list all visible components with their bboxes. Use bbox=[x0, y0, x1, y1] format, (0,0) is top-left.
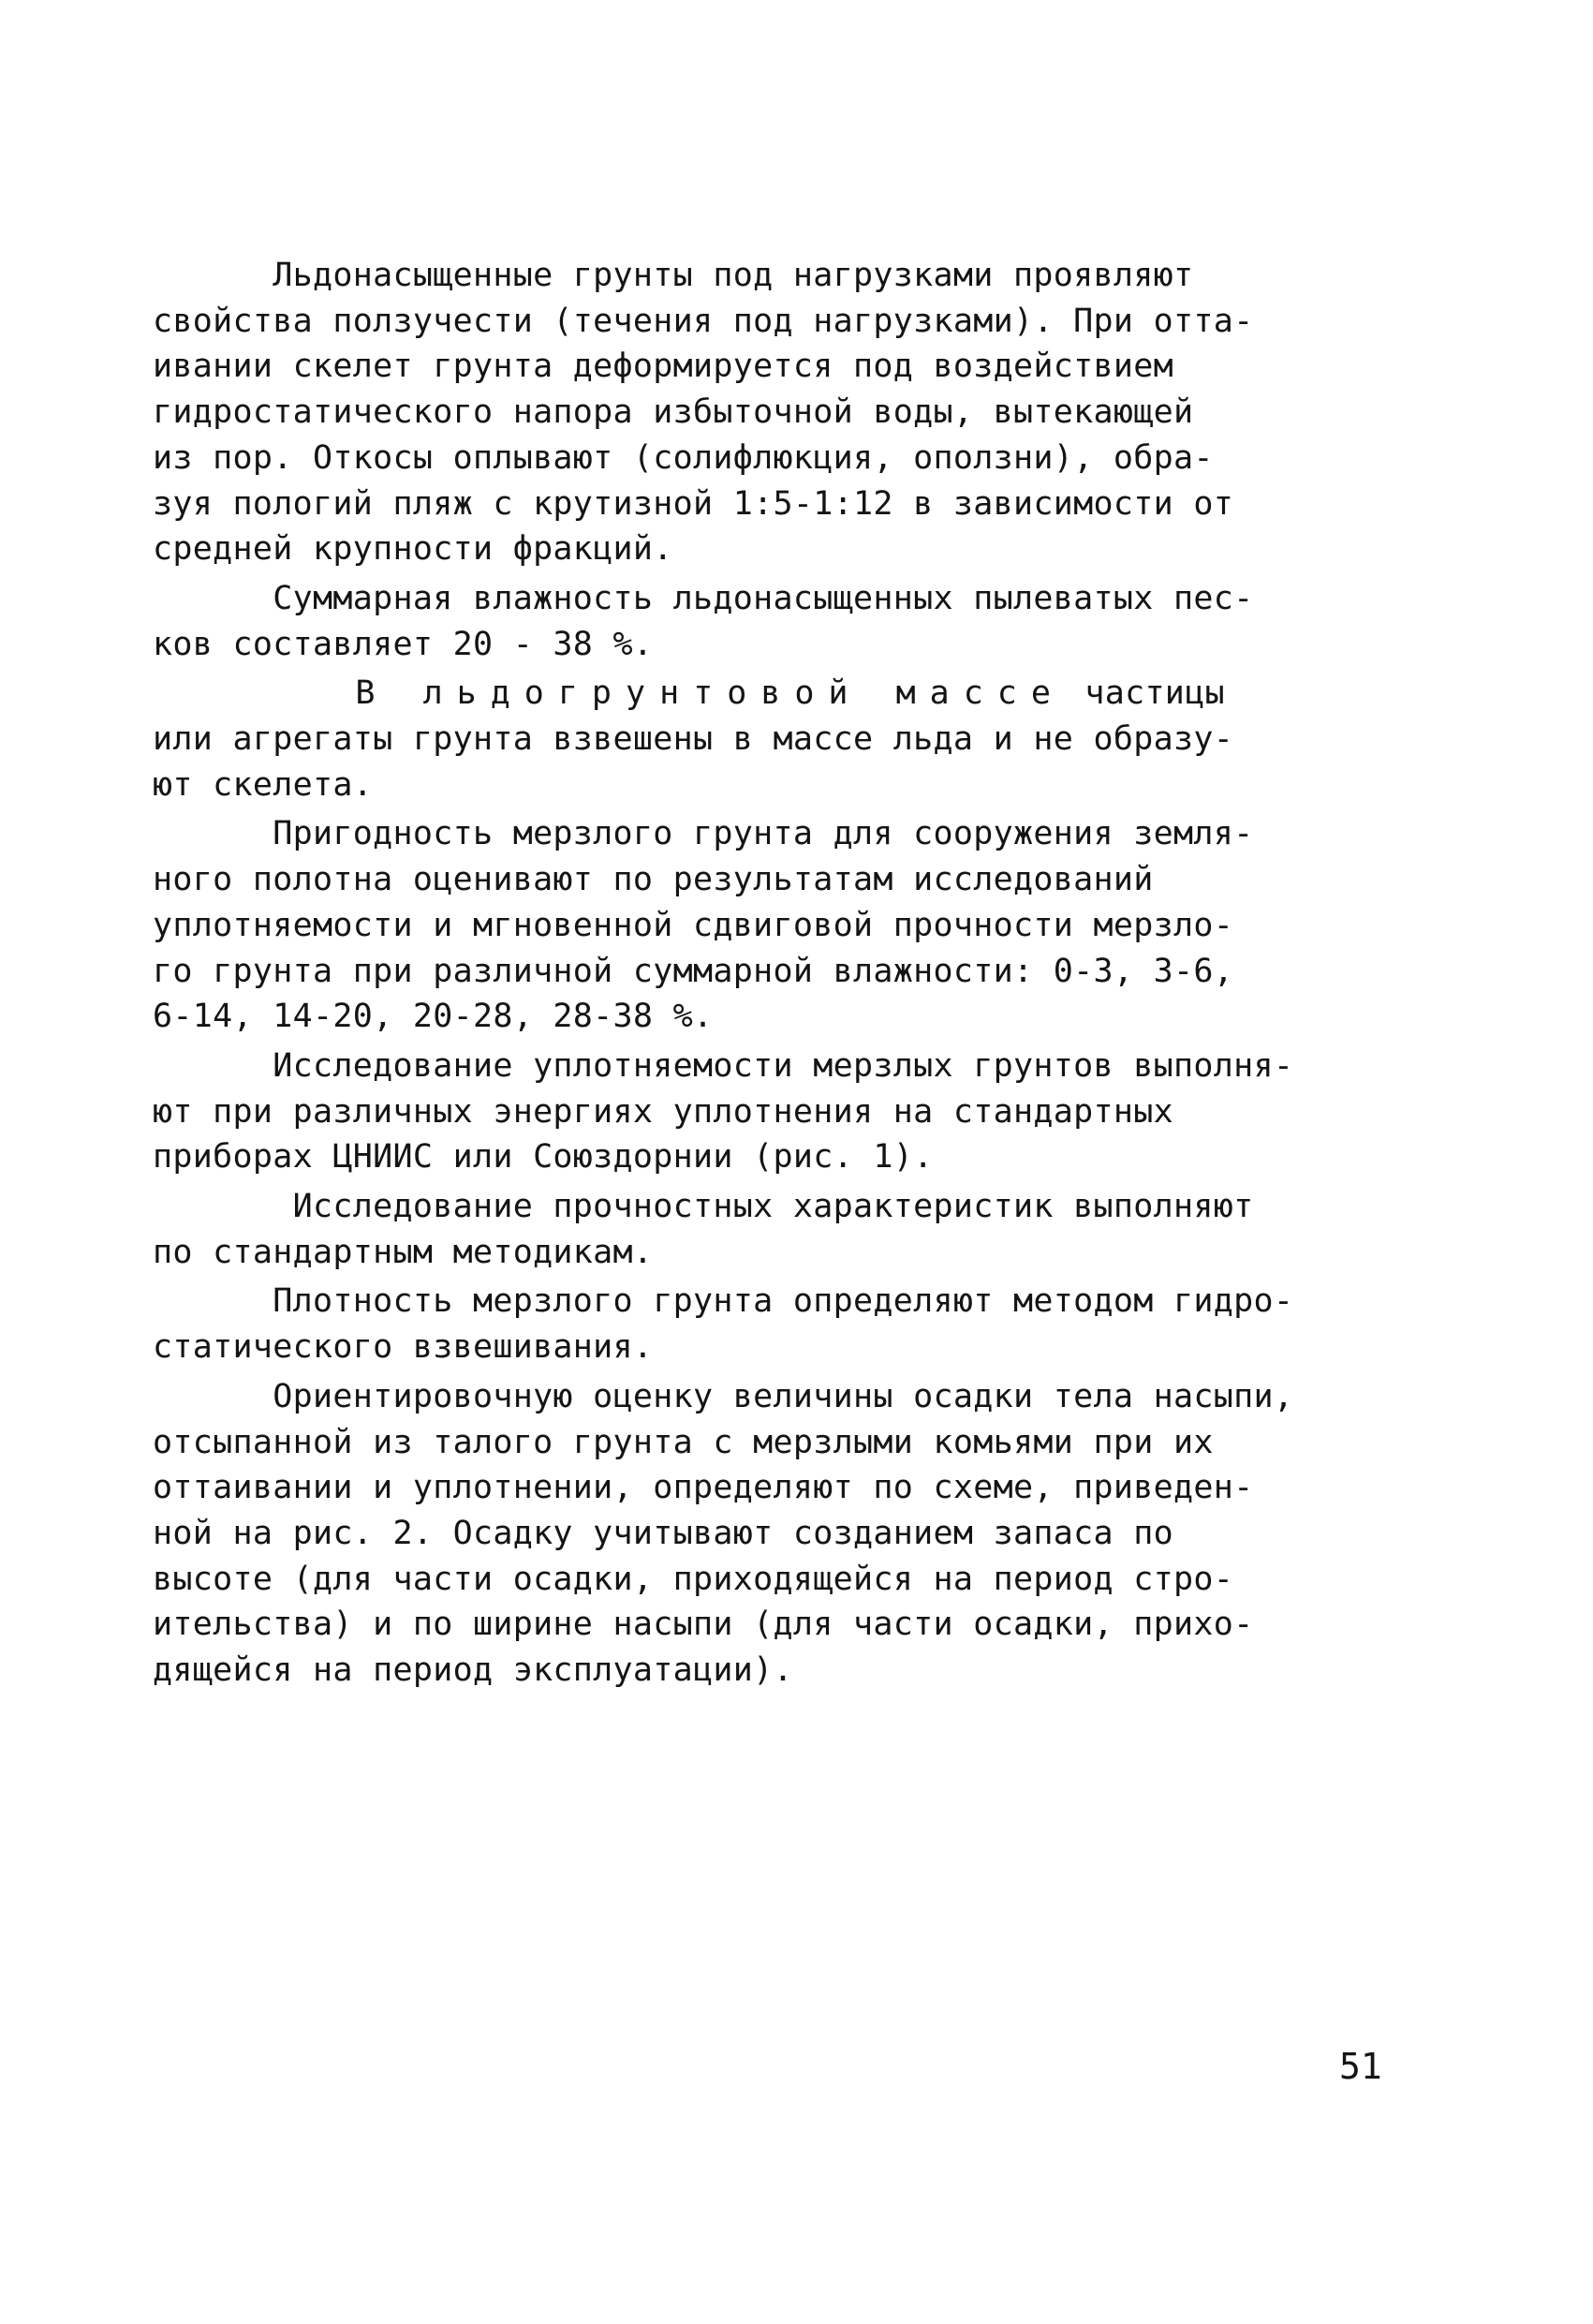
text-line: Суммарная влажность льдонасыщенных пылеватых пес- bbox=[153, 579, 1254, 617]
text-line: свойства ползучести (течения под нагрузками). При отта- bbox=[153, 302, 1254, 340]
text-line: ют при различных энергиях уплотнения на стандартных bbox=[153, 1092, 1173, 1131]
text-line: из пор. Откосы оплывают (солифлюкция, оползни), обра- bbox=[153, 438, 1214, 477]
text-line: приборах ЦНИИС или Союздорнии (рис. 1). bbox=[153, 1138, 934, 1177]
paragraph-strength-study bbox=[153, 1184, 1426, 1275]
text-fragment: частицы bbox=[1064, 674, 1225, 713]
text-line: гидростатического напора избыточной воды, вытекающей bbox=[153, 393, 1194, 432]
text-line: Плотность мерзлого грунта определяют методом гидро- bbox=[153, 1282, 1294, 1321]
page-number: 51 bbox=[1339, 2046, 1382, 2087]
text-line: Исследование уплотняемости мерзлых грунтов выполня- bbox=[153, 1046, 1294, 1085]
text-line: Исследование прочностных характеристик выполняют bbox=[153, 1188, 1254, 1226]
paragraph-ice-saturated-soils bbox=[153, 253, 1426, 572]
text-line: оттаивании и уплотнении, определяют по схеме, приведен- bbox=[153, 1469, 1254, 1507]
text-line: дящейся на период эксплуатации). bbox=[153, 1651, 793, 1690]
text-line: Ориентировочную оценку величины осадки тела насыпи, bbox=[153, 1377, 1294, 1415]
paragraph-compaction-study bbox=[153, 1044, 1426, 1180]
text-line: ивании скелет грунта деформируется под воздействием bbox=[153, 348, 1173, 386]
text-line: ительства) и по ширине насыпи (для части осадки, прихо- bbox=[153, 1606, 1254, 1644]
paragraph-settlement bbox=[153, 1374, 1426, 1694]
text-line: Пригодность мерзлого грунта для сооружения земля- bbox=[153, 815, 1254, 853]
spaced-emphasis-text: В льдогрунтовой массе bbox=[153, 674, 1065, 713]
paragraph-ice-soil-mass bbox=[153, 671, 1426, 807]
paragraph-suitability bbox=[153, 811, 1426, 1040]
text-line: отсыпанной из талого грунта с мерзлыми комьями при их bbox=[153, 1423, 1214, 1461]
text-line: ют скелета. bbox=[153, 765, 374, 804]
text-line: статического взвешивания. bbox=[153, 1328, 654, 1367]
text-line: средней крупности фракций. bbox=[153, 530, 673, 569]
text-line: ного полотна оценивают по результатам исследований bbox=[153, 861, 1154, 899]
text-line: Льдонасыщенные грунты под нагрузками проявляют bbox=[153, 257, 1194, 294]
text-line: 6-14, 14-20, 20-28, 28-38 %. bbox=[153, 998, 714, 1036]
text-line: высоте (для части осадки, приходящейся на период стро- bbox=[153, 1560, 1234, 1598]
text-line bbox=[153, 671, 1426, 717]
text-line: ков составляет 20 - 38 %. bbox=[153, 625, 654, 663]
text-line: уплотняемости и мгновенной сдвиговой прочности мерзло- bbox=[153, 906, 1234, 944]
text-line: ной на рис. 2. Осадку учитывают созданием запаса по bbox=[153, 1514, 1173, 1552]
body-text bbox=[153, 253, 1426, 1697]
text-line: или агрегаты грунта взвешены в массе льда и не образу- bbox=[153, 720, 1234, 759]
text-line: по стандартным методикам. bbox=[153, 1233, 654, 1271]
text-line: зуя пологий пляж с крутизной 1:5-1:12 в зависимости от bbox=[153, 484, 1234, 523]
paragraph-density bbox=[153, 1279, 1426, 1369]
text-line: го грунта при различной суммарной влажности: 0-3, 3-6, bbox=[153, 952, 1234, 990]
paragraph-total-moisture bbox=[153, 576, 1426, 667]
